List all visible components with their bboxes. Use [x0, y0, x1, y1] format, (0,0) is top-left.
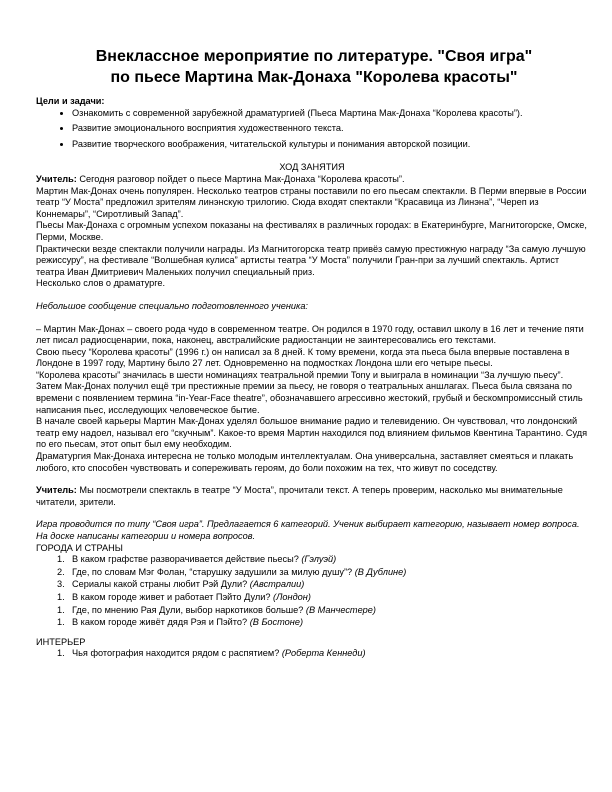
student-note: Небольшое сообщение специально подготовленного ученика: [36, 300, 308, 311]
goal-item: • Развитие творческого воображения, читательской культуры и понимания авторской позиции. [72, 139, 588, 151]
question-text: Где, по мнению Рая Дули, выбор наркотиков больше? [72, 604, 306, 615]
intro-paragraph: Мартин Мак-Донах очень популярен. Несколько театров страны поставили по его пьесам спектакли. В Перми впервые в России театр “У Моста” предложил зрителям линэнскую трилогию. Сюда входят спектакли “Красавица из Линэна”, “Череп из Коннемары”, “Сиротливый Запад”. [36, 185, 587, 219]
student-paragraph: “Королева красоты” значилась в шести номинациях театральной премии Tony и выиграла в номинации “За лучшую пьесу”. Затем Мак-Донах получил ещё три престижные премии за пьесу, не говоря о театральных аншлагах. Пьеса была связана по времени с появлением термина “in-Year-Face theatre”, обозначавшего агрессивно жестокий, грубый и бескомпромиссный стиль написания пьес, исследующих человеческое бытие. [36, 369, 583, 415]
question-list [36, 554, 588, 629]
question-item [57, 566, 588, 579]
question-text: Где, по словам Мэг Фолан, “старушку задушили за милую душу”? [72, 566, 355, 577]
question-answer: (В Манчестере) [305, 604, 376, 615]
question-item [57, 617, 588, 629]
intro-paragraph: Несколько слов о драматурге. [36, 278, 166, 289]
document-body [36, 96, 588, 668]
game-note: Игра проводится по типу “Своя игра”. Предлагается 6 категорий. Ученик выбирает категорию, называет номер вопроса. На доске написаны категории и номера вопросов. [36, 519, 580, 541]
teacher-question-text: Мы посмотрели спектакль в театре “У Моста”, прочитали текст. А теперь проверим, насколько мы внимательные читатели, зрители. [36, 485, 563, 507]
goals-list [36, 108, 588, 151]
question-answer: (Роберта Кеннеди) [281, 648, 366, 659]
question-answer: (В Дублине) [354, 566, 407, 577]
category-heading: ГОРОДА И СТРАНЫ [36, 542, 123, 553]
student-paragraph: В начале своей карьеры Мартин Мак-Донах уделял большое внимание радио и телевидению. Он чувствовал, что лондонский театр ему надоел, называл его “скучным”. Какое-то время Мартин находился под влиянием фильмов Квентина Тарантино. Судя по его пьесам, этот опыт был ему необходим. [36, 416, 588, 450]
question-item [57, 604, 588, 617]
student-paragraph: – Мартин Мак-Донах – своего рода чудо в современном театре. Он родился в 1970 году, оставил школу в 16 лет и течение пяти лет писал радиосценарии, пока, наконец, австралийские радиостанции не заинтересовались его текстами. [36, 323, 584, 346]
teacher-intro-text: Сегодня разговор пойдет о пьесе Мартина Мак-Донаха “Королева красоты”. [76, 173, 405, 184]
intro-paragraph: Пьесы Мак-Донаха с огромным успехом показаны на фестивалях в различных городах: в Екатеринбурге, Магнитогорске, Омске, Перми, Москве. [36, 220, 587, 242]
question-number: 2. [57, 566, 65, 577]
question-number: 1. [57, 648, 65, 659]
question-number: 1. [57, 617, 65, 628]
question-text: В каком городе живет и работает Пэйто Дули? [72, 591, 274, 602]
teacher-question [36, 485, 588, 508]
question-number: 1. [57, 591, 65, 602]
question-number: 1. [57, 604, 65, 615]
teacher-label: Учитель: [36, 485, 77, 496]
question-item [57, 579, 588, 591]
goal-item: • Развитие эмоционального восприятия художественного текста. [72, 123, 588, 135]
question-text: Сериалы какой страны любит Рэй Дули? [72, 579, 250, 590]
goals-heading: Цели и задачи: [36, 96, 105, 106]
student-paragraph: Свою пьесу “Королева красоты” (1996 г.) он написал за 8 дней. К тому времени, когда эта пьеса была впервые поставлена в Лондоне в 1997 году, Мартину было 27 лет. Одновременно на подмостках Лондона шли его четыре пьесы. [36, 346, 570, 369]
question-list [36, 648, 588, 660]
question-number: 1. [57, 554, 65, 565]
intro-paragraph: Практически везде спектакли получили награды. Из Магнитогорска театр привёз самую престижную награду “За самую лучшую режиссуру”, на фестивале “Волшебная кулиса” артисты театра “У Моста” получили Гран-при за лучший спектакль. Артист театра Иван Дмитриевич Маленьких получил специальный приз. [36, 243, 586, 277]
goal-item: • Ознакомить с современной зарубежной драматургией (Пьеса Мартина Мак-Донаха “Королева красоты”). [72, 108, 588, 120]
question-item [57, 554, 588, 566]
question-item [57, 591, 588, 604]
question-answer: (Гэлуэй) [301, 554, 337, 565]
question-number: 3. [57, 579, 65, 590]
document-title-line-1: Внеклассное мероприятие по литературе. "Своя игра" [95, 48, 533, 65]
question-text: В каком графстве разворачивается действие пьесы? [72, 554, 302, 565]
question-text: Чья фотография находится рядом с распятием? [72, 648, 282, 659]
teacher-intro [36, 174, 588, 186]
question-item [57, 648, 588, 660]
document-title-line-2: по пьесе Мартина Мак-Донаха "Королева красоты" [110, 69, 518, 86]
teacher-label: Учитель: [36, 173, 77, 184]
question-text: В каком городе живёт дядя Рэя и Пэйто? [72, 617, 250, 628]
category-heading: ИНТЕРЬЕР [36, 636, 86, 647]
lesson-section-heading: ХОД ЗАНЯТИЯ [279, 162, 345, 173]
question-answer: (В Бостоне) [249, 617, 304, 628]
question-answer: (Австралии) [249, 579, 305, 590]
student-paragraph: Драматургия Мак-Донаха интересна не только молодым интеллектуалам. Она универсальна, заставляет смеяться и плакать любого, кто способен чувствовать и сопереживать героям, до боли похожим на тех, что живут по соседству. [36, 451, 574, 473]
question-answer: (Лондон) [273, 591, 311, 602]
